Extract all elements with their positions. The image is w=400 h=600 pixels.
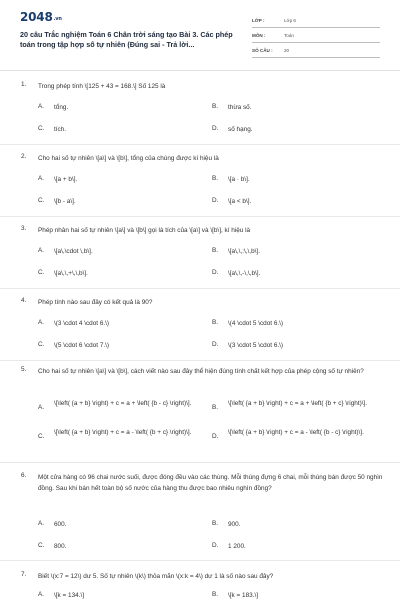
meta-value: 20	[284, 48, 290, 53]
option-letter: B.	[212, 520, 219, 527]
option-letter: A.	[38, 319, 45, 326]
option-text: tổng.	[54, 104, 69, 111]
option-letter: C.	[38, 125, 45, 132]
option-text: \[a\,\cdot \,b\].	[54, 248, 93, 255]
option-text: \[a\,\,:\,\,b\].	[228, 248, 260, 255]
meta-label: MÔN :	[252, 33, 266, 38]
option-text: tích.	[54, 126, 67, 133]
document-title: 20 câu Trắc nghiệm Toán 6 Chân trời sáng tạo Bài 3. Các phép toán trong tập hợp số tự nhiên (Đúng sai - Trả lời...	[20, 30, 233, 50]
question-divider	[0, 560, 400, 561]
meta-label: LỚP :	[252, 18, 265, 23]
meta-row-count	[252, 44, 380, 58]
option-letter: D.	[212, 542, 219, 549]
option-text: \[a\,\,+\,\,b\].	[54, 270, 88, 277]
option-text: \(4 \cdot 5 \cdot 6.\)	[228, 320, 284, 327]
option-letter: B.	[212, 319, 219, 326]
option-letter: C.	[38, 433, 45, 440]
question-text: Biết \(x:7 = 12\) dư 5. Số tự nhiên \(k\) thỏa mãn \(x:k = 4\) dư 1 là số nào sau đây?	[38, 573, 274, 580]
option-text: 1 200.	[228, 543, 246, 550]
option-letter: C.	[38, 341, 45, 348]
option-letter: C.	[38, 197, 45, 204]
option-letter: C.	[38, 542, 45, 549]
option-letter: B.	[212, 103, 219, 110]
logo-suffix: .vn	[53, 16, 62, 22]
question-text: Một cửa hàng có 96 chai nước suối, được đóng đều vào các thùng. Mỗi thùng đựng 6 chai, mỗi thùng bán được 50 nghìn đồng. Sau khi bán hết toàn bộ số nước của hàng thu được bao nhiêu nghìn đồng?	[38, 474, 383, 493]
option-letter: B.	[212, 247, 219, 254]
meta-value: Toán	[284, 33, 294, 38]
option-text: 600.	[54, 521, 67, 528]
option-text: \[a < b\].	[228, 198, 252, 205]
question-number: 1.	[21, 81, 27, 88]
option-letter: D.	[212, 125, 219, 132]
question-divider	[0, 360, 400, 361]
option-text: \[a + b\].	[54, 176, 78, 183]
option-text: \[\left( {a + b} \right) + c = a + \left( {b + c} \right)\].	[228, 400, 368, 407]
option-letter: A.	[38, 520, 45, 527]
option-letter: B.	[212, 175, 219, 182]
option-letter: D.	[212, 341, 219, 348]
option-text: \[\left( {a + b} \right) + c = a + \left( {b - c} \right)\].	[54, 400, 192, 407]
meta-row-grade	[252, 14, 380, 28]
question-text: Cho hai số tự nhiên \[a\] và \[b\], cách viết nào sau đây thể hiện đúng tính chất kết hợp của phép cộng số tự nhiên?	[38, 368, 364, 375]
option-text: \[b - a\].	[54, 198, 76, 205]
meta-label: SỐ CÂU :	[252, 48, 273, 53]
option-letter: D.	[212, 197, 219, 204]
question-number: 5.	[21, 366, 27, 373]
option-text: \(5 \cdot 6 \cdot 7.\)	[54, 342, 110, 349]
option-letter: A.	[38, 247, 45, 254]
header-divider	[0, 70, 400, 71]
logo-main: 2048	[20, 10, 53, 24]
option-text: 900.	[228, 521, 241, 528]
option-text: \[k = 183.\]	[228, 592, 259, 599]
option-letter: D.	[212, 269, 219, 276]
option-letter: A.	[38, 103, 45, 110]
option-letter: A.	[38, 404, 45, 411]
option-text: \[k = 134.\]	[54, 592, 85, 599]
option-letter: A.	[38, 591, 45, 598]
question-text: Phép nhân hai số tự nhiên \[a\] và \[b\] gọi là tích của \[a\] và \[b\], kí hiệu là	[38, 227, 251, 234]
meta-row-subject	[252, 29, 380, 43]
option-text: \[a\,\,-\,\,b\].	[228, 270, 261, 277]
option-text: thừa số.	[228, 104, 252, 111]
option-letter: C.	[38, 269, 45, 276]
option-letter: B.	[212, 404, 219, 411]
option-letter: A.	[38, 175, 45, 182]
question-text: Cho hai số tự nhiên \[a\] và \[b\], tổng của chúng được kí hiệu là	[38, 155, 219, 162]
option-text: \[\left( {a + b} \right) + c = a - \left( {b - c} \right)\].	[228, 429, 364, 436]
question-divider	[0, 288, 400, 289]
option-text: \(3 \cdot 4 \cdot 6.\)	[54, 320, 110, 327]
question-text: Trong phép tính \[125 + 43 = 168.\] Số 125 là	[38, 83, 166, 90]
option-text: \(3 \cdot 5 \cdot 6.\)	[228, 342, 284, 349]
option-letter: B.	[212, 591, 219, 598]
meta-value: Lớp 6	[284, 18, 296, 23]
question-number: 3.	[21, 225, 27, 232]
option-letter: D.	[212, 433, 219, 440]
worksheet-header	[0, 0, 400, 64]
option-text: \[\left( {a + b} \right) + c = a - \left( {b + c} \right)\].	[54, 429, 192, 436]
option-text: \[a · b\].	[228, 176, 250, 183]
site-logo[interactable]	[20, 10, 62, 26]
option-text: 800.	[54, 543, 67, 550]
question-number: 6.	[21, 472, 27, 479]
worksheet-meta	[252, 14, 380, 59]
question-number: 7.	[21, 571, 27, 578]
question-divider	[0, 216, 400, 217]
question-number: 4.	[21, 297, 27, 304]
question-text: Phép tính nào sau đây có kết quả là 90?	[38, 299, 153, 306]
question-divider	[0, 462, 400, 463]
option-text: số hạng.	[228, 126, 253, 133]
question-number: 2.	[21, 153, 27, 160]
question-divider	[0, 144, 400, 145]
